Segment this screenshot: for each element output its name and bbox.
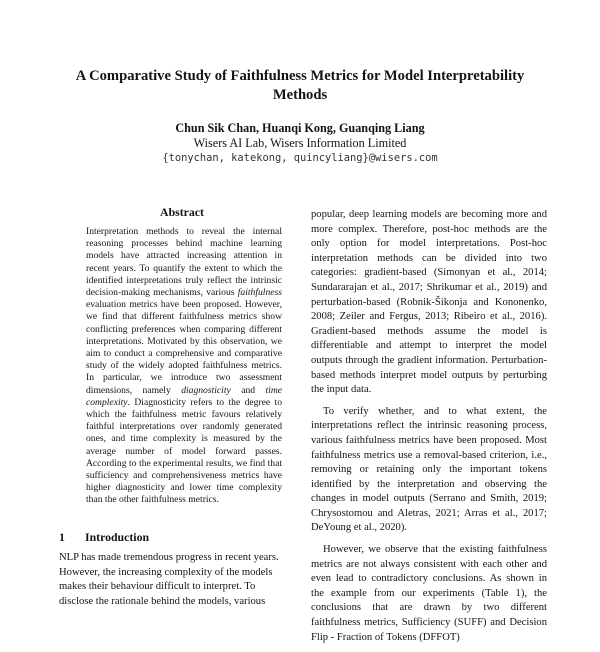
- section-title: Introduction: [85, 530, 150, 544]
- section-heading-introduction: [59, 530, 149, 544]
- right-column-text: [311, 208, 547, 652]
- abstract-heading: Abstract: [160, 205, 204, 219]
- abstract-emphasis-time-complexity: time complexity: [86, 384, 283, 408]
- author-list: Chun Sik Chan, Huanqi Kong, Guanqing Liang: [175, 121, 425, 135]
- abstract-text-b: evaluation metrics have been proposed. However, we find that different faithfulness metrics show conflicting preferences when comparing different interpretations. Motivated by this observation, we aim to conduct a comprehensive and comparative study of the widely adopted faithfulness metrics. In particular, we introduce two assessment dimensions, namely: [86, 299, 282, 396]
- section-number: 1: [59, 530, 65, 544]
- abstract-text-d: . Diagnosticity refers to the degree to which the faithfulness metric favours relatively faithful interpretations over randomly generated ones, and time complexity is measured by the average number of model forward passes. According to the experimental results, we find that sufficiency and comprehensiveness metrics have higher diagnosticity and lower time complexity than the other faithfulness metrics.: [86, 396, 282, 506]
- abstract-text-a: Interpretation methods to reveal the internal reasoning processes behind machine learning models have attracted increasing attention in recent years. To quantify the extent to which the identified interpretations truly reflect the intrinsic decision-making mechanisms, various: [86, 226, 282, 299]
- affiliation: Wisers AI Lab, Wisers Information Limited: [193, 136, 407, 150]
- paragraph: However, we observe that the existing faithfulness metrics are not always consistent with each other and even lead to contradictory conclusions. As shown in the example from our experiments (Table 1), the conclusions that are drawn by two different faithfulness metrics, Sufficiency (SUFF) and Decision Flip - Fraction of Tokens (DFFOT): [311, 544, 547, 643]
- abstract-text-c: and: [230, 384, 266, 396]
- paragraph: popular, deep learning models are becoming more and more complex. Therefore, post-hoc methods are the only option for model interpretations. Post-hoc interpretation methods can be divided into two categories: gradient-based (Simonyan et al., 2014; Sundararajan et al., 2017; Shrikumar et al., 2019) and perturbation-based (Robnik-Šikonja and Kononenko, 2008; Zeiler and Fergus, 2013; Ribeiro et al., 2016). Gradient-based methods assume the model is differentiable and attempt to interpret the model outputs through the gradient information. Perturbation-based methods interpret model outputs by perturbing the input data.: [311, 209, 547, 396]
- paragraph: To verify whether, and to what extent, the interpretations reflect the intrinsic reasoning process, various faithfulness metrics have been proposed. Most faithfulness metrics use a removal-based criterion, i.e., removing or retaining only the important tokens identified by the interpretation and observing the changes in model outputs (Serrano and Smith, 2019; Chrysostomou and Aletras, 2021; Arras et al., 2017; DeYoung et al., 2020).: [311, 405, 547, 534]
- introduction-text: [59, 551, 295, 609]
- intro-line: disclose the rationale behind the models, various: [59, 595, 266, 607]
- abstract-emphasis-faithfulness: faithfulness: [237, 287, 282, 299]
- intro-line: makes their behaviour difficult to interpret. To: [59, 581, 256, 593]
- intro-line: However, the increasing complexity of the models: [59, 566, 273, 578]
- author-emails: {tonychan, katekong, quincyliang}@wisers.com: [162, 152, 438, 164]
- abstract-body: [86, 226, 282, 507]
- abstract-emphasis-diagnosticity: diagnosticity: [181, 384, 231, 396]
- paper-title: [40, 67, 560, 105]
- title-line-1: A Comparative Study of Faithfulness Metrics for Model Interpretability: [75, 68, 525, 84]
- intro-line: NLP has made tremendous progress in recent years.: [59, 552, 279, 563]
- title-line-2: Methods: [272, 87, 328, 103]
